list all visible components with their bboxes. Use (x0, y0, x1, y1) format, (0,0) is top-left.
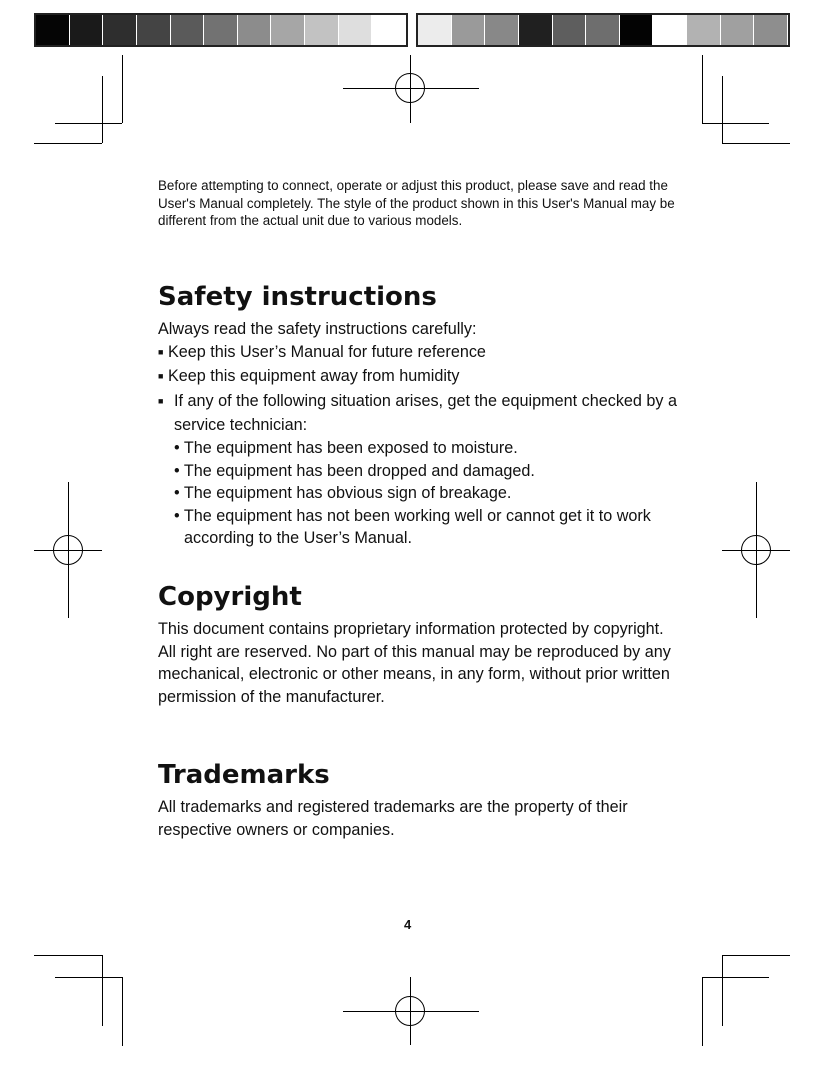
intro-paragraph: Before attempting to connect, operate or adjust this product, please save and read the User's Manual completely. The style of the product shown in this User's Manual may be different from the actual unit due to various models. (158, 178, 675, 228)
list-item: ■Keep this equipment away from humidity (158, 365, 678, 390)
calibration-right-swatch (620, 15, 654, 45)
sub-list-item: • The equipment has not been working well or cannot get it to work according to the User’s Manual. (174, 506, 651, 548)
trademarks-text: All trademarks and registered trademarks are the property of their respective owners or companies. (158, 798, 628, 839)
calibration-left-swatch (305, 15, 339, 45)
calibration-right-swatch (721, 15, 755, 45)
safety-list (158, 341, 678, 550)
calibration-left-swatch (271, 15, 305, 45)
safety-heading: Safety instructions (158, 282, 437, 312)
sub-list-item: • The equipment has obvious sign of breakage. (174, 484, 512, 503)
calibration-left-swatch (204, 15, 238, 45)
list-item: ■If any of the following situation arises, get the equipment checked by a service technician: (158, 390, 678, 437)
calibration-left-swatch (339, 15, 373, 45)
calibration-bar-right (416, 13, 790, 47)
calibration-right-swatch (687, 15, 721, 45)
calibration-right-swatch (586, 15, 620, 45)
calibration-left-swatch (171, 15, 205, 45)
calibration-left-swatch (36, 15, 70, 45)
calibration-left-swatch (372, 15, 406, 45)
page-number: 4 (404, 917, 412, 932)
calibration-right-swatch (452, 15, 486, 45)
calibration-right-swatch (653, 15, 687, 45)
calibration-bar-left (34, 13, 408, 47)
trademarks-heading: Trademarks (158, 760, 330, 790)
sub-list-item: • The equipment has been exposed to moisture. (174, 438, 518, 457)
calibration-left-swatch (70, 15, 104, 45)
square-bullet-icon (158, 365, 168, 390)
calibration-left-swatch (137, 15, 171, 45)
list-item: ■Keep this User’s Manual for future reference (158, 341, 678, 366)
safety-section (158, 282, 678, 550)
trademarks-section (158, 760, 678, 841)
calibration-left-swatch (103, 15, 137, 45)
sub-list-item: • The equipment has been dropped and damaged. (174, 461, 535, 480)
calibration-right-swatch (485, 15, 519, 45)
calibration-right-swatch (754, 15, 788, 45)
calibration-right-swatch (418, 15, 452, 45)
copyright-section (158, 582, 678, 708)
square-bullet-icon (158, 390, 174, 415)
copyright-heading: Copyright (158, 582, 302, 612)
calibration-right-swatch (519, 15, 553, 45)
calibration-left-swatch (238, 15, 272, 45)
square-bullet-icon (158, 341, 168, 366)
copyright-text: This document contains proprietary information protected by copyright. All right are reserved. No part of this manual may be reproduced by any mechanical, electronic or other means, in any form, without prior written permission of the manufacturer. (158, 620, 671, 706)
calibration-right-swatch (553, 15, 587, 45)
safety-lead: Always read the safety instructions carefully: (158, 320, 477, 338)
